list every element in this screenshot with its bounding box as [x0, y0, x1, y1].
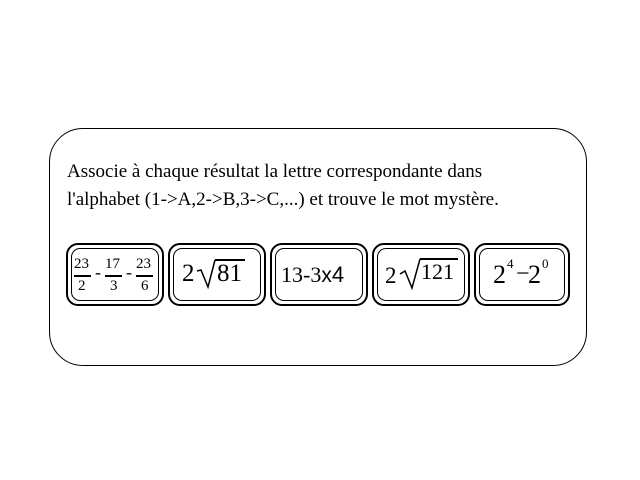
minus-sign-1: - [95, 262, 101, 282]
root-coefficient: 2 [182, 260, 195, 287]
multiplication-sign: x [321, 264, 332, 287]
instruction-text [67, 158, 587, 214]
expression-box-arithmetic [270, 243, 368, 306]
power-2-exponent: 0 [542, 256, 549, 271]
fraction-1-bar [74, 275, 91, 277]
fraction-3-bar [136, 275, 153, 277]
fraction-3-numerator: 23 [136, 256, 151, 272]
radicand: 121 [421, 259, 454, 284]
power-1-base: 2 [493, 260, 506, 289]
instruction-line-1: Associe à chaque résultat la lettre correspondante dans [67, 161, 483, 182]
fraction-2-denominator: 3 [110, 278, 118, 294]
fraction-1-numerator: 23 [74, 256, 89, 272]
expression-box-fractions [66, 243, 164, 306]
fraction-2-bar [105, 275, 122, 277]
instruction-line-2: l'alphabet (1->A,2->B,3->C,...) et trouve le mot mystère. [67, 189, 499, 210]
radical-sign-icon [196, 259, 216, 289]
power-1-exponent: 4 [507, 256, 514, 271]
fraction-1-denominator: 2 [78, 278, 86, 294]
arithmetic-expression [281, 264, 344, 286]
fraction-2-numerator: 17 [105, 256, 120, 272]
expression-box-square-root-81 [168, 243, 266, 306]
root-coefficient: 2 [385, 263, 397, 288]
expression-box-square-root-121 [372, 243, 470, 306]
power-2-base: 2 [528, 260, 541, 289]
fraction-3-denominator: 6 [141, 278, 149, 294]
minus-sign-2: - [126, 262, 132, 282]
arithmetic-first-part: 13-3 [281, 262, 322, 287]
minus-sign: − [516, 261, 530, 287]
radical-sign-icon [399, 258, 421, 290]
expression-box-powers [474, 243, 570, 306]
arithmetic-last-operand: 4 [331, 262, 345, 287]
radicand: 81 [217, 260, 242, 287]
